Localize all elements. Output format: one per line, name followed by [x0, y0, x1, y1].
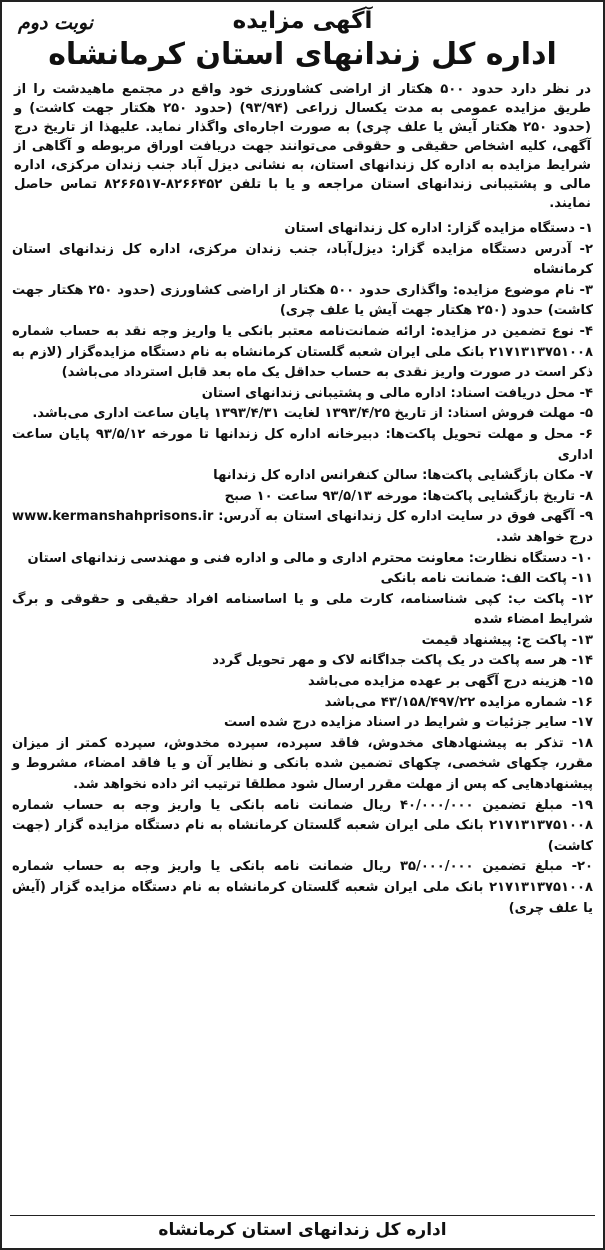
condition-item: ۴- نوع تضمین در مزایده: ارائه ضمانت‌نامه معتبر بانکی یا واریز وجه نقد به حساب شماره ۲۱۷۱۳۱۳۷۵۱۰۰۸ بانک ملی ایران شعبه گلستان کرمانشاه به نام دستگاه مزایده‌گزار (لازم به ذکر است در صورت واریز نقدی به حساب حداقل یک ماه بعد قابل استرداد می‌باشد)	[12, 323, 593, 381]
condition-item-website: ۹- آگهی فوق در سایت اداره کل زندانهای استان به آدرس: www.kermanshahprisons.ir درج خواهد شد.	[12, 509, 593, 545]
condition-item: ۱۲- پاکت ب: کپی شناسنامه، کارت ملی و یا اساسنامه افراد حقیقی و حقوقی و برگ شرایط امضاء شده	[12, 591, 593, 628]
condition-item: ۱۷- سایر جزئیات و شرایط در اسناد مزایده درج شده است	[223, 715, 593, 731]
condition-item: ۱۱- پاکت الف: ضمانت نامه بانکی	[380, 571, 593, 587]
notice-round-badge: نوبت دوم	[18, 12, 94, 34]
notice-title: آگهی مزایده	[232, 8, 373, 34]
condition-item: ۱۶- شماره مزایده ۴۳/۱۵۸/۴۹۷/۲۲ می‌باشد	[324, 694, 593, 710]
footer-signature: اداره کل زندانهای استان کرمانشاه	[10, 1215, 595, 1240]
condition-item: ۱۳- پاکت ج: پیشنهاد قیمت	[421, 632, 593, 648]
condition-item: ۴- محل دریافت اسناد: اداره مالی و پشتیبانی زندانهای استان	[201, 385, 593, 401]
condition-item: ۳- نام موضوع مزایده: واگذاری حدود ۵۰۰ هکتار از اراضی کشاورزی (حدود ۲۵۰ هکتار جهت کاشت) حدود (۲۵۰ هکتار جهت آیش یا علف چری)	[12, 282, 593, 319]
condition-item: ۷- مکان بازگشایی پاکت‌ها: سالن کنفرانس اداره کل زندانها	[213, 468, 593, 484]
condition-item: ۱۰- دستگاه نظارت: معاونت محترم اداری و مالی و اداره فنی و مهندسی زندانهای استان	[27, 550, 593, 566]
conditions-list	[12, 219, 593, 919]
condition-item: ۲- آدرس دستگاه مزایده گزار: دیزل‌آباد، جنب زندان مرکزی، اداره کل زندانهای استان کرمانشاه	[12, 241, 593, 278]
condition-item: ۱۹- مبلغ تضمین ۴۰/۰۰۰/۰۰۰ ریال ضمانت نامه بانکی یا واریز وجه به حساب شماره ۲۱۷۱۳۱۳۷۵۱۰۰۸ بانک ملی ایران شعبه گلستان کرمانشاه به نام دستگاه مزایده گزار (جهت کاشت)	[12, 797, 594, 854]
notice-header	[12, 8, 593, 34]
condition-item: ۵- مهلت فروش اسناد: از تاریخ ۱۳۹۳/۴/۲۵ لغایت ۱۳۹۳/۴/۳۱ پایان ساعت اداری می‌باشد.	[32, 406, 593, 422]
condition-item: ۲۰- مبلغ تضمین ۳۵/۰۰۰/۰۰۰ ریال ضمانت نامه بانکی یا واریز وجه به حساب شماره ۲۱۷۱۳۱۳۷۵۱۰۰۸ بانک ملی ایران شعبه گلستان کرمانشاه به نام دستگاه مزایده گزار (آیش یا علف چری)	[12, 859, 594, 916]
condition-item: ۸- تاریخ بازگشایی پاکت‌ها: مورخه ۹۳/۵/۱۳ ساعت ۱۰ صبح	[224, 488, 593, 504]
condition-item: ۱۴- هر سه پاکت در یک پاکت جداگانه لاک و مهر تحویل گردد	[212, 653, 593, 669]
organization-title: اداره کل زندانهای استان کرمانشاه	[48, 37, 557, 72]
condition-item: ۱۸- تذکر به پیشنهادهای مخدوش، فاقد سپرده، سپرده مخدوش، سپرده کمتر از میزان مقرر، چکهای شخصی، چکهای تضمین شده بانکی و نظایر آن و یا فاقد امضاء، مشروط و پیشنهادهایی که پس از مهلت مقرر ارسال شود مطلقا ترتیب اثر داده نخواهد شد.	[12, 735, 593, 793]
condition-item: ۶- محل و مهلت تحویل پاکت‌ها: دبیرخانه اداره کل زندانها تا مورخه ۹۳/۵/۱۲ پایان ساعت اداری	[12, 426, 593, 463]
condition-item: ۱۵- هزینه درج آگهی بر عهده مزایده می‌باشد	[308, 674, 593, 690]
condition-item: ۱- دستگاه مزایده گزار: اداره کل زندانهای استان	[284, 221, 593, 236]
intro-paragraph: در نظر دارد حدود ۵۰۰ هکتار از اراضی کشاورزی خود واقع در مجتمع ماهیدشت را از طریق مزایده عمومی به مدت یکسال زراعی (۹۳/۹۴) (حدود ۲۵۰ هکتار جهت کاشت) و (حدود ۲۵۰ هکتار آیش یا علف چری) به صورت اجاره‌ای واگذار نماید. علیهذا از تاریخ درج آگهی، کلیه اشخاص حقیقی و حقوقی می‌توانند جهت دریافت اوراق مربوطه و آگاهی از شرایط مزایده به اداره کل زندانهای استان، به نشانی دیزل آباد جنب زندان مرکزی، اداره مالی و پشتیبانی زندانهای استان مراجعه و یا با تلفن ۸۲۶۶۴۵۲-۸۲۶۶۵۱۷ تماس حاصل نمایند.	[14, 82, 591, 211]
